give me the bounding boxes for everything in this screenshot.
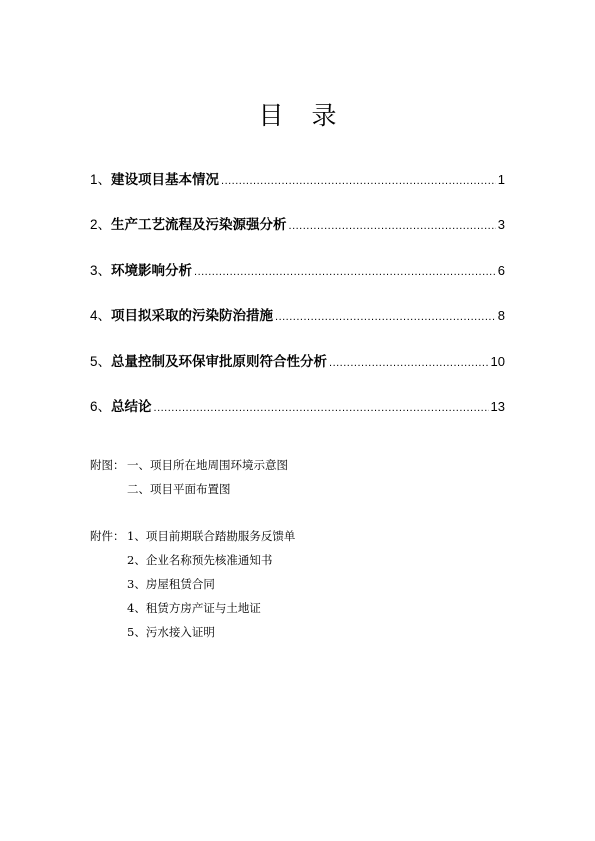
list-item — [90, 453, 288, 477]
list-item — [90, 524, 295, 548]
toc-entry-page: 8 — [497, 308, 505, 324]
toc-entry-page: 3 — [497, 217, 505, 233]
toc-entry[interactable] — [90, 259, 505, 304]
figure-item: 二、项目平面布置图 — [127, 482, 231, 496]
toc-entry-number: 6、 — [90, 398, 112, 414]
toc-entry-number: 4、 — [90, 308, 112, 324]
toc-leader-dots — [329, 357, 489, 369]
toc-leader-dots — [154, 402, 489, 414]
toc-entry-page: 10 — [490, 353, 505, 369]
attachment-item: 4、租赁方房产证与土地证 — [127, 601, 261, 615]
list-item — [90, 477, 288, 501]
figures-list — [90, 453, 288, 501]
toc-entry-page: 6 — [497, 262, 505, 278]
toc-entry-number: 3、 — [90, 262, 112, 278]
title-char: 录 — [311, 101, 337, 130]
figure-item: 一、项目所在地周围环境示意图 — [127, 458, 288, 472]
toc-entry-number: 1、 — [90, 172, 112, 187]
attachment-item: 2、企业名称预先核准通知书 — [127, 553, 273, 567]
attachment-item: 1、项目前期联合踏勘服务反馈单 — [127, 529, 296, 543]
toc-leader-dots — [275, 311, 496, 323]
attachment-item: 3、房屋租赁合同 — [127, 577, 215, 591]
toc-entry-label: 项目拟采取的污染防治措施 — [111, 308, 274, 325]
attachments-prefix: 附件： — [90, 529, 125, 543]
toc-leader-dots — [289, 220, 496, 232]
toc-entry-number: 5、 — [90, 353, 112, 369]
toc-entry-page: 13 — [490, 398, 505, 414]
toc-entry-label: 环境影响分析 — [111, 262, 193, 279]
list-item — [90, 596, 295, 620]
title-char: 目 — [258, 101, 284, 130]
toc-entry-label: 总结论 — [111, 398, 152, 415]
toc-entry[interactable] — [90, 395, 505, 440]
toc-entry[interactable] — [90, 213, 505, 258]
toc-leader-dots — [221, 175, 496, 187]
list-item — [90, 572, 295, 596]
attachments-list — [90, 524, 295, 644]
toc-leader-dots — [194, 266, 496, 278]
page-title — [0, 96, 595, 132]
toc-entry-label: 生产工艺流程及污染源强分析 — [111, 217, 287, 234]
toc-entry-label: 建设项目基本情况 — [111, 172, 220, 188]
toc-entry-label: 总量控制及环保审批原则符合性分析 — [111, 353, 328, 370]
toc-entry[interactable] — [90, 350, 505, 395]
list-item — [90, 620, 295, 644]
table-of-contents — [90, 168, 505, 440]
toc-entry-number: 2、 — [90, 217, 112, 233]
toc-entry[interactable] — [90, 304, 505, 349]
attachment-item: 5、污水接入证明 — [127, 625, 215, 639]
toc-entry-page: 1 — [497, 172, 505, 187]
figures-prefix: 附图： — [90, 458, 125, 472]
toc-entry[interactable] — [90, 168, 505, 213]
list-item — [90, 548, 295, 572]
